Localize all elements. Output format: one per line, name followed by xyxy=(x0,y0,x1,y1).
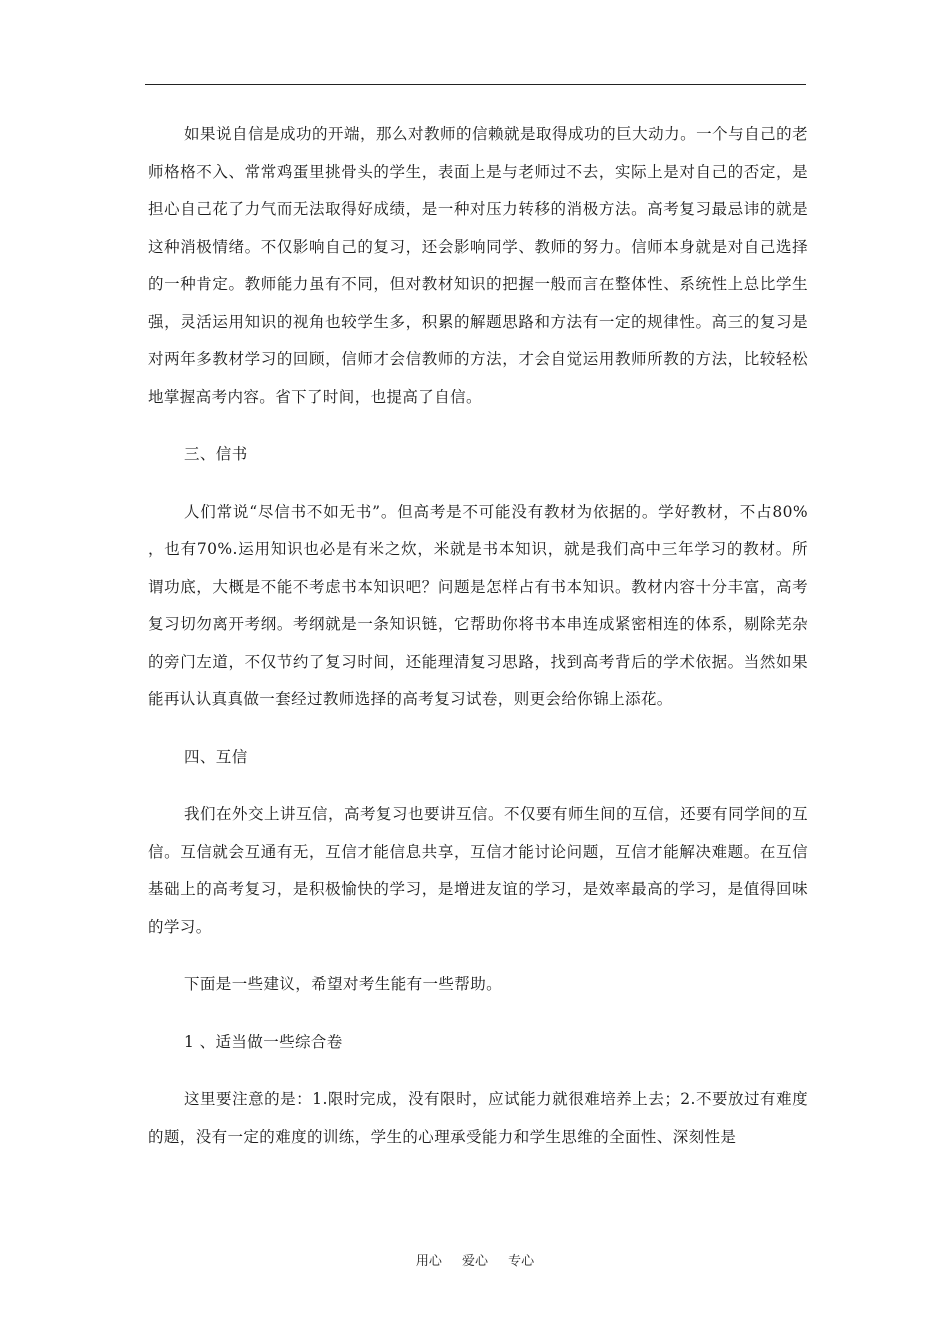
footer-text-3: 专心 xyxy=(508,1254,535,1269)
paragraph-comprehensive-papers: 这里要注意的是：1.限时完成，没有限时，应试能力就很难培养上去；2.不要放过有难度的题，没有一定的难度的训练，学生的心理承受能力和学生思维的全面性、深刻性是 xyxy=(148,1090,808,1146)
paragraph-trust-books: 人们常说“尽信书不如无书”。但高考是不可能没有教材为依据的。学好教材，不占80% ，也有70%.运用知识也必是有米之炊，米就是书本知识，就是我们高中三年学习的教材。所谓功底，大概是不能不考虑书本知识吧？问题是怎样占有书本知识。教材内容十分丰富，高考复习切勿离开考纲。考纲就是一条知识链，它帮助你将书本串连成紧密相连的体系，剔除芜杂的旁门左道，不仅节约了复习时间，还能理清复习思路，找到高考背后的学术依据。当然如果能再认认真真做一套经过教师选择的高考复习试卷，则更会给你锦上添花。 xyxy=(148,502,808,708)
paragraph-mutual-trust: 我们在外交上讲互信，高考复习也要讲互信。不仅要有师生间的互信，还要有同学间的互信。互信就会互通有无，互信才能信息共享，互信才能讨论问题，互信才能解决难题。在互信基础上的高考复习，是积极愉快的学习，是增进友谊的学习，是效率最高的学习，是值得回味的学习。 xyxy=(148,805,808,936)
paragraph-trust-teacher: 如果说自信是成功的开端，那么对教师的信赖就是取得成功的巨大动力。一个与自己的老师格格不入、常常鸡蛋里挑骨头的学生，表面上是与老师过不去，实际上是对自己的否定，是担心自己花了力气而无法取得好成绩，是一种对压力转移的消极方法。高考复习最忌讳的就是这种消极情绪。不仅影响自己的复习，还会影响同学、教师的努力。信师本身就是对自己选择的一种肯定。教师能力虽有不同，但对教材知识的把握一般而言在整体性、系统性上总比学生强，灵活运用知识的视角也较学生多，积累的解题思路和方法有一定的规律性。高三的复习是对两年多教材学习的回顾，信师才会信教师的方法，才会自觉运用教师所教的方法，比较轻松地掌握高考内容。省下了时间，也提高了自信。 xyxy=(148,125,808,406)
footer-text-2: 爱心 xyxy=(461,1254,488,1269)
list-heading-comprehensive-papers: 1 、适当做一些综合卷 xyxy=(184,1032,343,1051)
section-heading-mutual-trust: 四、互信 xyxy=(184,747,248,766)
paragraph-suggestions-intro: 下面是一些建议，希望对考生能有一些帮助。 xyxy=(184,975,503,993)
page-footer xyxy=(0,1250,950,1269)
header-rule xyxy=(145,84,806,85)
section-heading-trust-books: 三、信书 xyxy=(184,445,248,463)
footer-text-1: 用心 xyxy=(415,1254,442,1269)
document-body xyxy=(148,116,808,1156)
